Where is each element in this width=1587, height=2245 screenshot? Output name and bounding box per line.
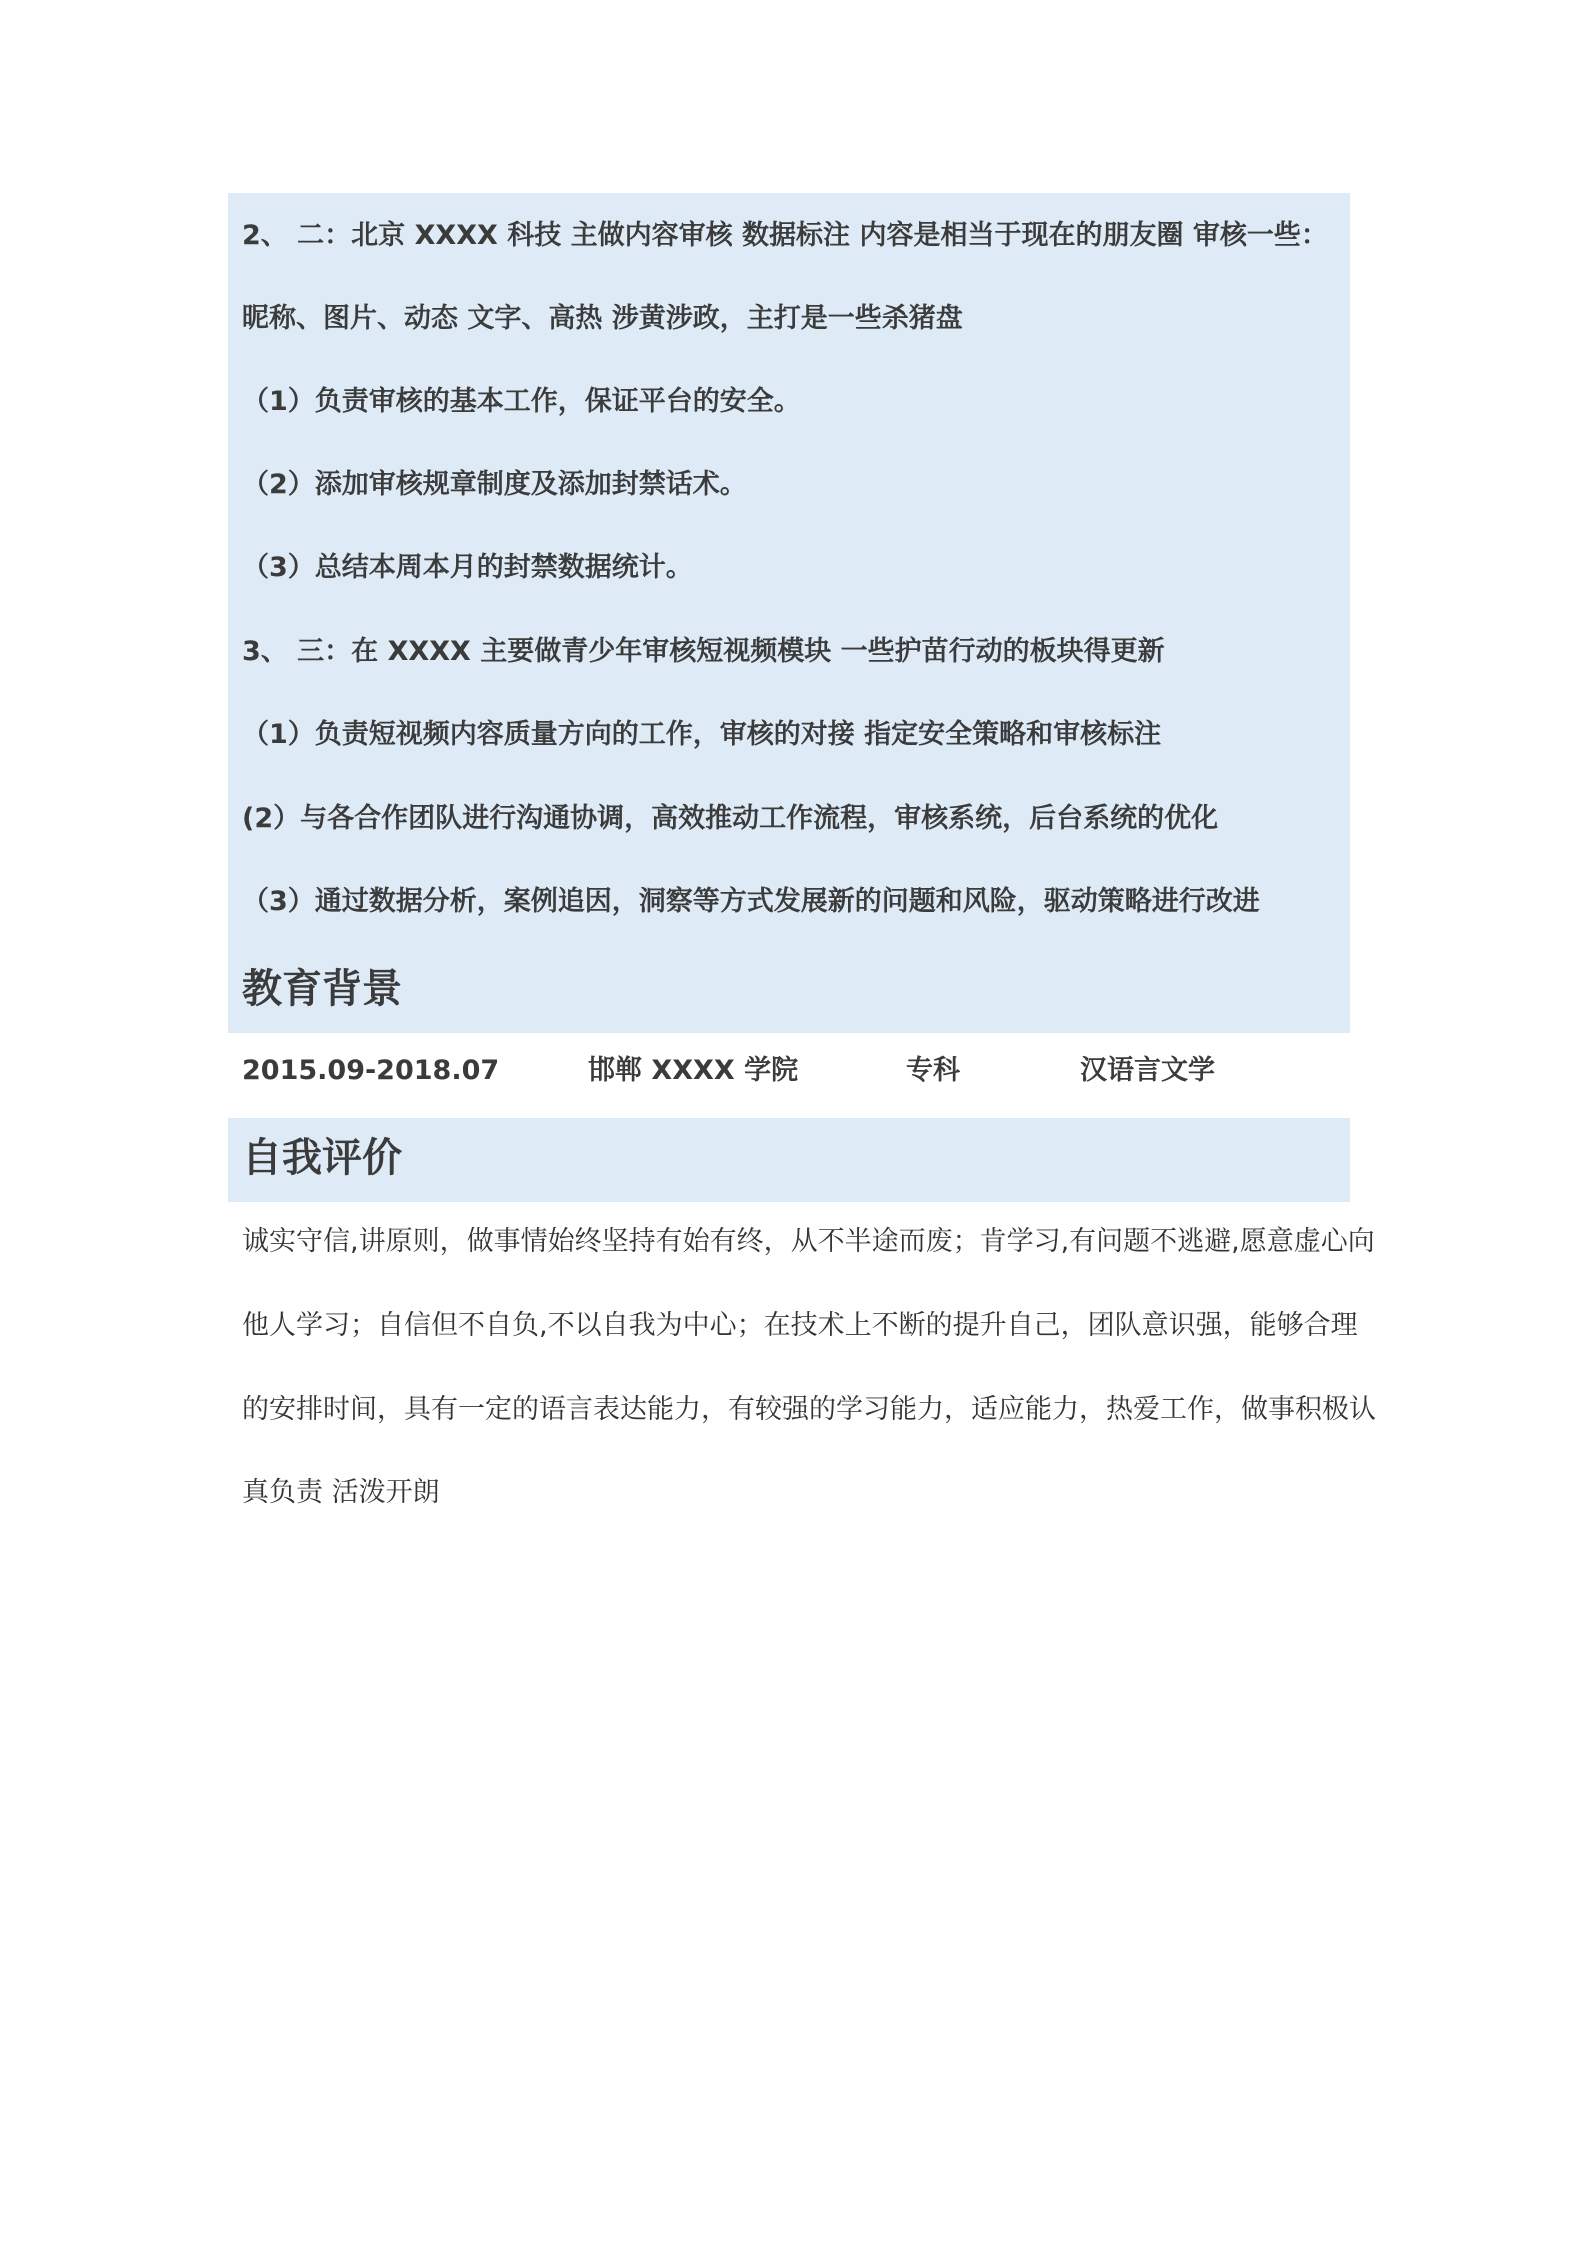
- self-evaluation-heading: 自我评价: [242, 1135, 402, 1181]
- self-evaluation-line-3: 的安排时间，具有一定的语言表达能力，有较强的学习能力，适应能力，热爱工作，做事积极认: [242, 1394, 1376, 1425]
- education-major: 汉语言文学: [1080, 1055, 1215, 1086]
- work-item-3-point-1: （1）负责短视频内容质量方向的工作，审核的对接 指定安全策略和审核标注: [242, 719, 1162, 750]
- self-evaluation-line-2: 他人学习；自信但不自负,不以自我为中心；在技术上不断的提升自己，团队意识强，能够合理: [242, 1310, 1358, 1341]
- self-evaluation-line-4: 真负责 活泼开朗: [242, 1477, 440, 1508]
- work-item-3-point-2: (2）与各合作团队进行沟通协调，高效推动工作流程，审核系统，后台系统的优化: [242, 803, 1219, 834]
- education-degree: 专科: [906, 1055, 960, 1086]
- self-evaluation-line-1: 诚实守信,讲原则，做事情始终坚持有始有终，从不半途而废；肯学习,有问题不逃避,愿意虚心向: [242, 1226, 1375, 1257]
- work-item-3-title: 3、 三：在 XXXX 主要做青少年审核短视频模块 一些护苗行动的板块得更新: [242, 636, 1165, 667]
- education-school: 邯郸 XXXX 学院: [588, 1055, 799, 1086]
- education-heading: 教育背景: [242, 966, 402, 1012]
- work-item-2-point-1: （1）负责审核的基本工作，保证平台的安全。: [242, 386, 801, 417]
- work-item-2-point-3: （3）总结本周本月的封禁数据统计。: [242, 552, 693, 583]
- work-item-2-point-2: （2）添加审核规章制度及添加封禁话术。: [242, 469, 747, 500]
- education-period: 2015.09-2018.07: [242, 1055, 500, 1086]
- work-item-2-title-continued: 昵称、图片、动态 文字、高热 涉黄涉政，主打是一些杀猪盘: [242, 303, 963, 334]
- work-item-3-point-3: （3）通过数据分析，案例追因，洞察等方式发展新的问题和风险，驱动策略进行改进: [242, 886, 1260, 917]
- work-item-2-title: 2、 二：北京 XXXX 科技 主做内容审核 数据标注 内容是相当于现在的朋友圈 审核一些：: [242, 220, 1328, 251]
